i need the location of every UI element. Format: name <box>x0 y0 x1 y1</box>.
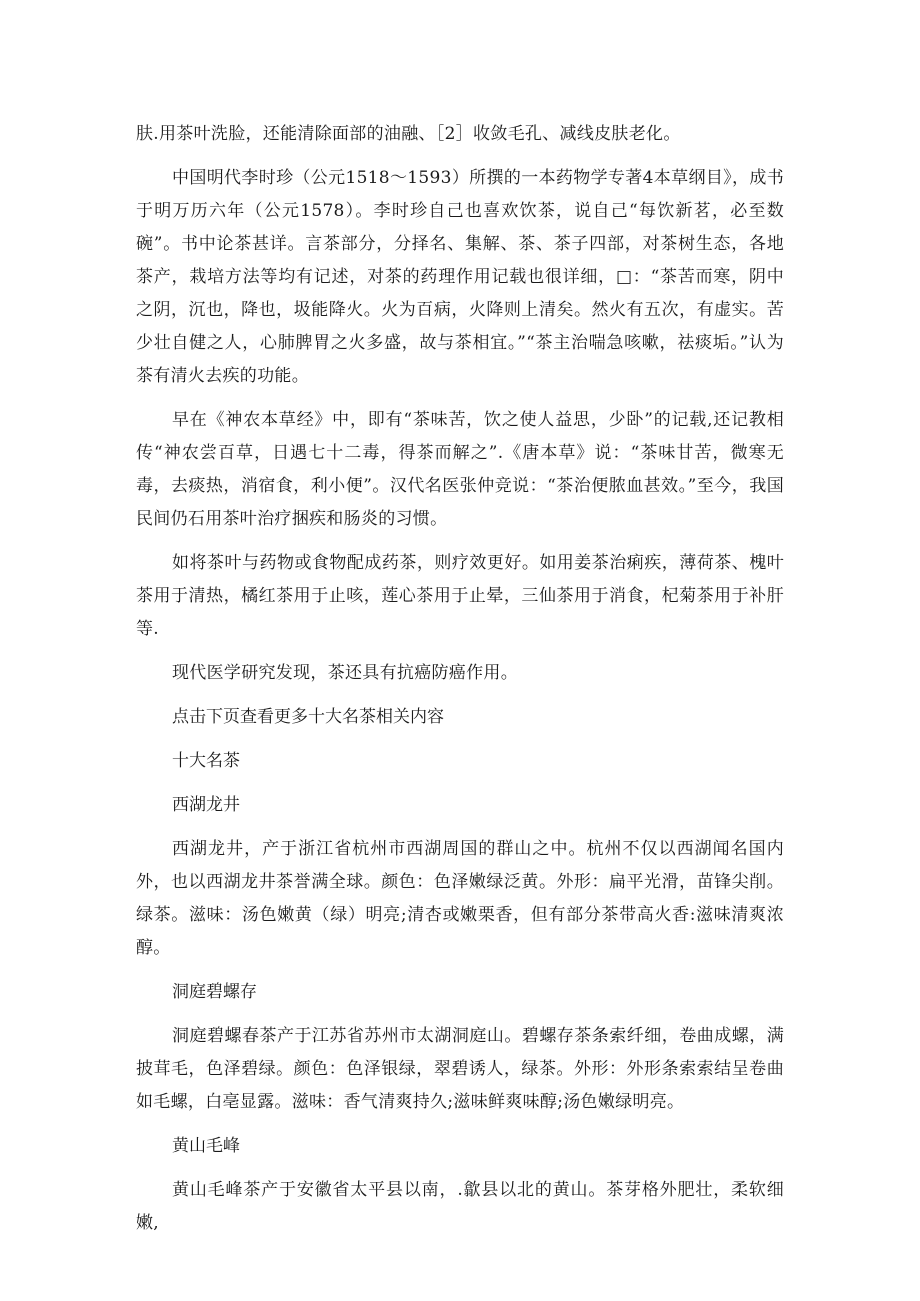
paragraph-compendium-materia-medica: 中国明代李时珍（公元1518〜1593）所撰的一本药物学专著4本草纲目》，成书于明万历六年（公元1578）。李时珍自己也喜欢饮茶，说自己“每饮新茗，必至数碗”。书中论茶甚详。言茶部分，分择名、集解、茶、茶子四部，对茶树生态，各地茶产，栽培方法等均有记述，对茶的药理作用记载也很详细，□：“茶苦而寒，阴中之阴，沉也，降也，圾能降火。火为百病，火降则上清矣。然火有五次，有虚实。苦少壮自健之人，心肺脾胃之火多盛，故与茶相宜。”“茶主治喘急咳嗽，祛痰垢。”认为茶有清火去疾的功能。 <box>136 168 784 386</box>
section-title-top-ten-teas: 十大名茶 <box>172 751 240 771</box>
paragraph-medicinal-tea: 如将茶叶与药物或食物配成药茶，则疗效更好。如用姜茶治痢疾，薄荷茶、槐叶茶用于清热，橘红茶用于止咳，莲心茶用于止晕，三仙茶用于消食，杞菊茶用于补肝等. <box>136 553 784 639</box>
paragraph-skin-care: 肤.用茶叶洗脸，还能清除面部的油融、［2］收敛毛孔、减线皮肤老化。 <box>136 124 681 144</box>
tea-name-biluochun: 洞庭碧螺存 <box>172 982 257 1002</box>
next-page-link-text: 点击下页查看更多十大名茶相关内容 <box>172 707 444 727</box>
paragraph-huangshan-maofeng: 黄山毛峰茶产于安徽省太平县以南，.歙县以北的黄山。茶芽格外肥壮，柔软细嫩, <box>136 1180 784 1233</box>
document-body <box>136 118 784 1251</box>
paragraph-anticancer: 现代医学研究发现，茶还具有抗癌防癌作用。 <box>172 663 518 683</box>
paragraph-shennong-classic: 早在《神农本草经》中，即有“茶味苦，饮之使人益思，少卧”的记载,还记教相传“神农尝百草，日遇七十二毒，得茶而解之”.《唐本草》说：“茶味甘苦，微寒无毒，去痰热，消宿食，利小便”。汉代名医张仲竞说：“茶治便脓血甚效。”至今，我国民间仍石用茶叶治疗捆疾和肠炎的习惯。 <box>136 410 784 529</box>
paragraph-biluochun: 洞庭碧螺春茶产于江苏省苏州市太湖洞庭山。碧螺存茶条索纤细，卷曲成螺，满披茸毛，色泽碧绿。颜色：色泽银绿，翠碧诱人，绿茶。外形：外形条索索结呈卷曲如毛螺，白亳显露。滋味：香气清爽持久;滋味鲜爽味醇;汤色嫩绿明亮。 <box>136 1026 784 1112</box>
paragraph-xihu-longjing: 西湖龙井，产于浙江省杭州市西湖周国的群山之中。杭州不仅以西湖闻名国内外，也以西湖龙井茶誉满全球。颜色：色泽嫩绿泛黄。外形：扁平光滑，苗锋尖削。绿茶。滋味：汤色嫩黄（绿）明亮;清杏或嫩栗香，但有部分茶带高火香:滋味清爽浓醇。 <box>136 839 784 958</box>
tea-name-xihu-longjing: 西湖龙井 <box>172 795 240 815</box>
tea-name-huangshan-maofeng: 黄山毛峰 <box>172 1136 240 1156</box>
